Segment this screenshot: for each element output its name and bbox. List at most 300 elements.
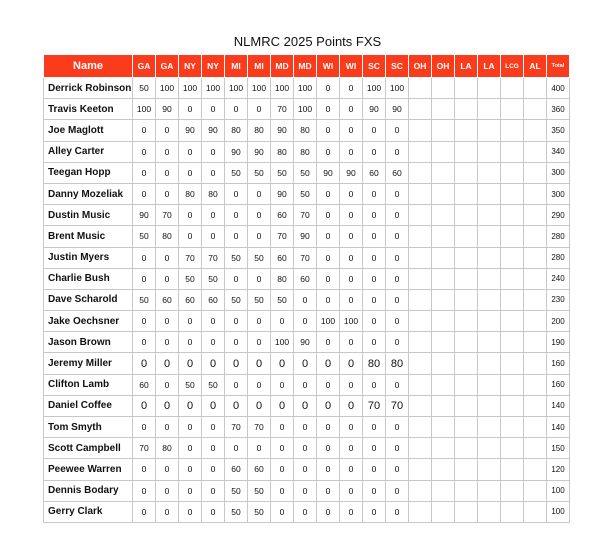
total-cell: 100 bbox=[547, 501, 570, 522]
points-cell: 0 bbox=[340, 141, 363, 162]
points-cell bbox=[501, 289, 524, 310]
points-cell bbox=[455, 120, 478, 141]
points-cell bbox=[524, 480, 547, 501]
points-cell bbox=[455, 183, 478, 204]
column-header-ny: NY bbox=[179, 55, 202, 78]
points-cell: 0 bbox=[202, 226, 225, 247]
points-cell: 80 bbox=[248, 120, 271, 141]
points-cell bbox=[409, 395, 432, 416]
points-cell: 50 bbox=[225, 247, 248, 268]
points-cell bbox=[501, 374, 524, 395]
racer-name: Justin Myers bbox=[44, 247, 133, 268]
points-cell: 80 bbox=[202, 183, 225, 204]
points-cell bbox=[478, 501, 501, 522]
points-cell bbox=[524, 183, 547, 204]
column-header-mi: MI bbox=[248, 55, 271, 78]
points-cell: 0 bbox=[363, 289, 386, 310]
points-cell: 70 bbox=[202, 247, 225, 268]
racer-name: Teegan Hopp bbox=[44, 162, 133, 183]
points-cell: 0 bbox=[133, 480, 156, 501]
points-cell: 0 bbox=[179, 162, 202, 183]
table-row bbox=[44, 120, 570, 141]
points-cell bbox=[524, 353, 547, 374]
points-cell: 0 bbox=[340, 374, 363, 395]
racer-name: Scott Campbell bbox=[44, 438, 133, 459]
total-cell: 100 bbox=[547, 480, 570, 501]
points-cell: 0 bbox=[248, 353, 271, 374]
points-cell: 60 bbox=[225, 459, 248, 480]
racer-name: Travis Keeton bbox=[44, 99, 133, 120]
column-header-la: LA bbox=[478, 55, 501, 78]
points-cell: 0 bbox=[363, 459, 386, 480]
points-cell: 0 bbox=[248, 99, 271, 120]
points-cell bbox=[524, 289, 547, 310]
points-cell bbox=[478, 395, 501, 416]
points-cell bbox=[524, 162, 547, 183]
points-cell bbox=[409, 78, 432, 99]
points-cell: 0 bbox=[156, 417, 179, 438]
points-cell: 0 bbox=[225, 395, 248, 416]
points-cell bbox=[501, 183, 524, 204]
points-cell bbox=[455, 205, 478, 226]
points-cell bbox=[478, 438, 501, 459]
points-cell: 0 bbox=[179, 141, 202, 162]
points-cell: 0 bbox=[156, 374, 179, 395]
points-cell: 0 bbox=[225, 268, 248, 289]
points-cell bbox=[409, 374, 432, 395]
points-cell: 0 bbox=[340, 205, 363, 226]
points-cell: 0 bbox=[225, 332, 248, 353]
points-cell: 50 bbox=[133, 78, 156, 99]
points-cell: 0 bbox=[317, 353, 340, 374]
points-cell bbox=[501, 353, 524, 374]
points-cell: 0 bbox=[271, 417, 294, 438]
points-cell: 0 bbox=[202, 99, 225, 120]
table-row bbox=[44, 162, 570, 183]
column-header-name: Name bbox=[44, 55, 133, 78]
table-row bbox=[44, 268, 570, 289]
total-cell: 140 bbox=[547, 417, 570, 438]
points-cell bbox=[478, 459, 501, 480]
points-cell: 70 bbox=[133, 438, 156, 459]
points-cell: 0 bbox=[156, 353, 179, 374]
points-cell: 0 bbox=[133, 183, 156, 204]
points-cell: 0 bbox=[156, 162, 179, 183]
points-cell: 0 bbox=[294, 311, 317, 332]
points-cell bbox=[524, 99, 547, 120]
points-cell bbox=[455, 141, 478, 162]
points-cell: 0 bbox=[317, 374, 340, 395]
points-cell bbox=[432, 332, 455, 353]
points-cell bbox=[524, 120, 547, 141]
points-cell: 0 bbox=[363, 332, 386, 353]
points-cell bbox=[478, 311, 501, 332]
points-cell: 0 bbox=[225, 311, 248, 332]
column-header-ny: NY bbox=[202, 55, 225, 78]
points-cell: 70 bbox=[156, 205, 179, 226]
points-cell bbox=[455, 99, 478, 120]
points-cell bbox=[409, 353, 432, 374]
table-body bbox=[44, 78, 570, 523]
points-cell: 0 bbox=[386, 459, 409, 480]
points-cell: 100 bbox=[179, 78, 202, 99]
points-cell: 0 bbox=[340, 120, 363, 141]
points-cell bbox=[455, 162, 478, 183]
points-cell: 0 bbox=[317, 438, 340, 459]
points-cell: 50 bbox=[248, 247, 271, 268]
points-cell: 0 bbox=[317, 268, 340, 289]
points-cell bbox=[432, 268, 455, 289]
points-cell bbox=[455, 417, 478, 438]
points-cell bbox=[524, 268, 547, 289]
points-cell: 0 bbox=[386, 120, 409, 141]
points-cell: 90 bbox=[317, 162, 340, 183]
racer-name: Danny Mozeliak bbox=[44, 183, 133, 204]
points-cell bbox=[524, 395, 547, 416]
points-cell bbox=[478, 247, 501, 268]
total-cell: 240 bbox=[547, 268, 570, 289]
points-cell: 0 bbox=[340, 78, 363, 99]
column-header-wi: WI bbox=[317, 55, 340, 78]
points-cell: 0 bbox=[271, 353, 294, 374]
points-cell: 60 bbox=[248, 459, 271, 480]
points-cell: 80 bbox=[294, 120, 317, 141]
points-cell: 0 bbox=[271, 438, 294, 459]
points-cell: 0 bbox=[386, 311, 409, 332]
total-cell: 340 bbox=[547, 141, 570, 162]
column-header-lcg: LCG bbox=[501, 55, 524, 78]
points-cell: 0 bbox=[317, 78, 340, 99]
points-cell: 0 bbox=[317, 480, 340, 501]
points-cell bbox=[432, 226, 455, 247]
points-cell: 100 bbox=[271, 78, 294, 99]
points-cell: 0 bbox=[317, 247, 340, 268]
table-row bbox=[44, 205, 570, 226]
points-cell: 0 bbox=[179, 205, 202, 226]
points-cell: 90 bbox=[271, 183, 294, 204]
points-cell: 90 bbox=[294, 332, 317, 353]
table-row bbox=[44, 374, 570, 395]
total-cell: 230 bbox=[547, 289, 570, 310]
total-cell: 120 bbox=[547, 459, 570, 480]
points-cell: 0 bbox=[156, 311, 179, 332]
points-cell: 0 bbox=[386, 417, 409, 438]
racer-name: Jake Oechsner bbox=[44, 311, 133, 332]
points-cell: 60 bbox=[271, 205, 294, 226]
points-cell: 100 bbox=[202, 78, 225, 99]
points-cell: 50 bbox=[179, 374, 202, 395]
points-cell bbox=[455, 289, 478, 310]
points-cell: 0 bbox=[363, 205, 386, 226]
points-cell: 0 bbox=[248, 395, 271, 416]
points-cell: 0 bbox=[317, 332, 340, 353]
racer-name: Dennis Bodary bbox=[44, 480, 133, 501]
points-cell: 0 bbox=[317, 501, 340, 522]
points-cell bbox=[478, 78, 501, 99]
points-cell: 0 bbox=[386, 438, 409, 459]
points-cell: 0 bbox=[133, 162, 156, 183]
points-cell bbox=[478, 374, 501, 395]
total-cell: 300 bbox=[547, 162, 570, 183]
table-row bbox=[44, 459, 570, 480]
points-cell bbox=[455, 459, 478, 480]
points-cell: 0 bbox=[294, 374, 317, 395]
points-cell bbox=[524, 332, 547, 353]
points-cell bbox=[478, 120, 501, 141]
table-row bbox=[44, 332, 570, 353]
points-cell: 60 bbox=[202, 289, 225, 310]
points-cell bbox=[409, 183, 432, 204]
points-cell bbox=[455, 78, 478, 99]
points-cell: 0 bbox=[363, 183, 386, 204]
table-row bbox=[44, 99, 570, 120]
points-cell: 0 bbox=[294, 417, 317, 438]
racer-name: Brent Music bbox=[44, 226, 133, 247]
points-cell: 0 bbox=[133, 311, 156, 332]
points-cell: 50 bbox=[179, 268, 202, 289]
points-cell bbox=[455, 353, 478, 374]
points-cell: 0 bbox=[248, 183, 271, 204]
points-cell: 0 bbox=[156, 480, 179, 501]
points-cell: 0 bbox=[248, 374, 271, 395]
points-cell: 90 bbox=[340, 162, 363, 183]
points-cell bbox=[432, 501, 455, 522]
points-cell bbox=[432, 395, 455, 416]
points-cell: 60 bbox=[294, 268, 317, 289]
points-cell: 100 bbox=[225, 78, 248, 99]
points-cell bbox=[524, 205, 547, 226]
table-row bbox=[44, 226, 570, 247]
points-cell: 0 bbox=[363, 374, 386, 395]
points-cell: 0 bbox=[386, 374, 409, 395]
points-cell: 0 bbox=[202, 459, 225, 480]
total-cell: 160 bbox=[547, 374, 570, 395]
points-cell: 50 bbox=[248, 480, 271, 501]
points-cell: 0 bbox=[340, 183, 363, 204]
points-cell: 50 bbox=[248, 501, 271, 522]
table-row bbox=[44, 501, 570, 522]
points-cell: 0 bbox=[156, 183, 179, 204]
points-cell bbox=[409, 480, 432, 501]
points-cell bbox=[409, 332, 432, 353]
points-cell: 80 bbox=[179, 183, 202, 204]
table-row bbox=[44, 438, 570, 459]
total-cell: 350 bbox=[547, 120, 570, 141]
points-cell: 0 bbox=[179, 226, 202, 247]
points-cell bbox=[478, 353, 501, 374]
column-header-sc: SC bbox=[386, 55, 409, 78]
points-cell: 0 bbox=[133, 417, 156, 438]
points-cell: 60 bbox=[363, 162, 386, 183]
points-cell: 0 bbox=[202, 332, 225, 353]
points-cell: 100 bbox=[248, 78, 271, 99]
racer-name: Charlie Bush bbox=[44, 268, 133, 289]
points-cell: 0 bbox=[225, 99, 248, 120]
points-cell: 0 bbox=[363, 417, 386, 438]
total-cell: 190 bbox=[547, 332, 570, 353]
points-cell bbox=[432, 120, 455, 141]
points-cell bbox=[409, 501, 432, 522]
points-cell bbox=[432, 438, 455, 459]
points-cell: 0 bbox=[386, 289, 409, 310]
column-header-mi: MI bbox=[225, 55, 248, 78]
points-cell: 0 bbox=[248, 438, 271, 459]
points-table bbox=[43, 54, 570, 523]
points-cell: 80 bbox=[271, 141, 294, 162]
table-row bbox=[44, 289, 570, 310]
points-cell: 0 bbox=[202, 395, 225, 416]
points-cell bbox=[478, 99, 501, 120]
points-cell bbox=[455, 395, 478, 416]
points-cell: 0 bbox=[317, 120, 340, 141]
points-cell bbox=[524, 417, 547, 438]
points-cell: 70 bbox=[225, 417, 248, 438]
points-cell: 0 bbox=[294, 289, 317, 310]
points-cell: 0 bbox=[340, 395, 363, 416]
column-header-ga: GA bbox=[156, 55, 179, 78]
total-cell: 280 bbox=[547, 226, 570, 247]
points-cell bbox=[432, 417, 455, 438]
points-cell bbox=[501, 226, 524, 247]
points-cell bbox=[432, 99, 455, 120]
points-cell: 0 bbox=[317, 289, 340, 310]
points-cell: 0 bbox=[133, 120, 156, 141]
points-cell bbox=[524, 226, 547, 247]
points-cell bbox=[524, 438, 547, 459]
points-cell: 0 bbox=[133, 459, 156, 480]
total-cell: 160 bbox=[547, 353, 570, 374]
points-cell bbox=[409, 268, 432, 289]
points-cell bbox=[501, 459, 524, 480]
points-cell: 70 bbox=[363, 395, 386, 416]
points-cell bbox=[478, 141, 501, 162]
points-cell: 90 bbox=[386, 99, 409, 120]
column-header-wi: WI bbox=[340, 55, 363, 78]
points-cell: 0 bbox=[156, 395, 179, 416]
points-cell: 0 bbox=[271, 459, 294, 480]
points-cell bbox=[455, 226, 478, 247]
points-cell: 100 bbox=[386, 78, 409, 99]
points-cell: 0 bbox=[248, 332, 271, 353]
points-cell: 80 bbox=[363, 353, 386, 374]
total-cell: 150 bbox=[547, 438, 570, 459]
points-cell: 0 bbox=[363, 311, 386, 332]
points-cell: 90 bbox=[133, 205, 156, 226]
points-cell: 0 bbox=[317, 183, 340, 204]
points-cell: 0 bbox=[294, 353, 317, 374]
points-cell: 0 bbox=[386, 183, 409, 204]
points-cell: 0 bbox=[156, 247, 179, 268]
points-cell: 50 bbox=[225, 480, 248, 501]
points-cell bbox=[501, 501, 524, 522]
points-cell bbox=[455, 311, 478, 332]
points-cell bbox=[432, 480, 455, 501]
table-row bbox=[44, 247, 570, 268]
points-cell: 60 bbox=[386, 162, 409, 183]
points-cell: 0 bbox=[363, 480, 386, 501]
points-cell bbox=[432, 205, 455, 226]
points-cell bbox=[409, 226, 432, 247]
points-cell: 0 bbox=[363, 268, 386, 289]
points-cell: 0 bbox=[340, 480, 363, 501]
column-header-ga: GA bbox=[133, 55, 156, 78]
points-cell: 80 bbox=[225, 120, 248, 141]
points-cell: 0 bbox=[179, 480, 202, 501]
points-cell: 0 bbox=[225, 205, 248, 226]
points-cell: 0 bbox=[179, 438, 202, 459]
points-cell: 100 bbox=[271, 332, 294, 353]
points-cell: 0 bbox=[386, 480, 409, 501]
points-cell: 60 bbox=[156, 289, 179, 310]
points-cell: 0 bbox=[340, 99, 363, 120]
points-cell: 50 bbox=[225, 501, 248, 522]
points-cell bbox=[432, 311, 455, 332]
racer-name: Alley Carter bbox=[44, 141, 133, 162]
points-cell bbox=[524, 459, 547, 480]
points-cell bbox=[524, 311, 547, 332]
points-cell: 0 bbox=[340, 226, 363, 247]
points-cell bbox=[478, 205, 501, 226]
racer-name: Jason Brown bbox=[44, 332, 133, 353]
points-cell: 0 bbox=[386, 268, 409, 289]
points-cell bbox=[524, 78, 547, 99]
points-cell: 0 bbox=[202, 311, 225, 332]
points-cell: 0 bbox=[202, 141, 225, 162]
points-cell bbox=[409, 247, 432, 268]
points-cell: 0 bbox=[363, 438, 386, 459]
points-cell: 80 bbox=[386, 353, 409, 374]
points-cell: 0 bbox=[225, 183, 248, 204]
points-cell bbox=[524, 247, 547, 268]
points-cell bbox=[501, 395, 524, 416]
points-cell: 0 bbox=[340, 247, 363, 268]
points-cell: 0 bbox=[202, 205, 225, 226]
table-row bbox=[44, 417, 570, 438]
points-cell: 70 bbox=[271, 99, 294, 120]
points-cell: 100 bbox=[133, 99, 156, 120]
points-cell: 0 bbox=[133, 353, 156, 374]
points-cell: 0 bbox=[386, 205, 409, 226]
points-cell bbox=[501, 332, 524, 353]
points-cell: 90 bbox=[156, 99, 179, 120]
racer-name: Peewee Warren bbox=[44, 459, 133, 480]
points-cell: 80 bbox=[294, 141, 317, 162]
points-cell: 0 bbox=[340, 353, 363, 374]
points-cell bbox=[501, 120, 524, 141]
points-cell: 0 bbox=[133, 332, 156, 353]
points-cell bbox=[524, 141, 547, 162]
points-cell bbox=[455, 438, 478, 459]
points-cell: 0 bbox=[156, 332, 179, 353]
points-cell: 0 bbox=[133, 395, 156, 416]
points-cell: 0 bbox=[340, 438, 363, 459]
points-cell: 0 bbox=[317, 99, 340, 120]
points-cell: 0 bbox=[294, 438, 317, 459]
points-cell bbox=[501, 141, 524, 162]
racer-name: Gerry Clark bbox=[44, 501, 133, 522]
points-cell: 100 bbox=[363, 78, 386, 99]
points-cell bbox=[409, 417, 432, 438]
points-cell: 50 bbox=[248, 289, 271, 310]
points-cell: 0 bbox=[248, 205, 271, 226]
racer-name: Joe Maglott bbox=[44, 120, 133, 141]
points-cell: 0 bbox=[133, 268, 156, 289]
points-cell bbox=[478, 162, 501, 183]
racer-name: Dave Scharold bbox=[44, 289, 133, 310]
points-cell: 0 bbox=[340, 289, 363, 310]
points-cell: 0 bbox=[179, 332, 202, 353]
points-cell: 0 bbox=[294, 395, 317, 416]
